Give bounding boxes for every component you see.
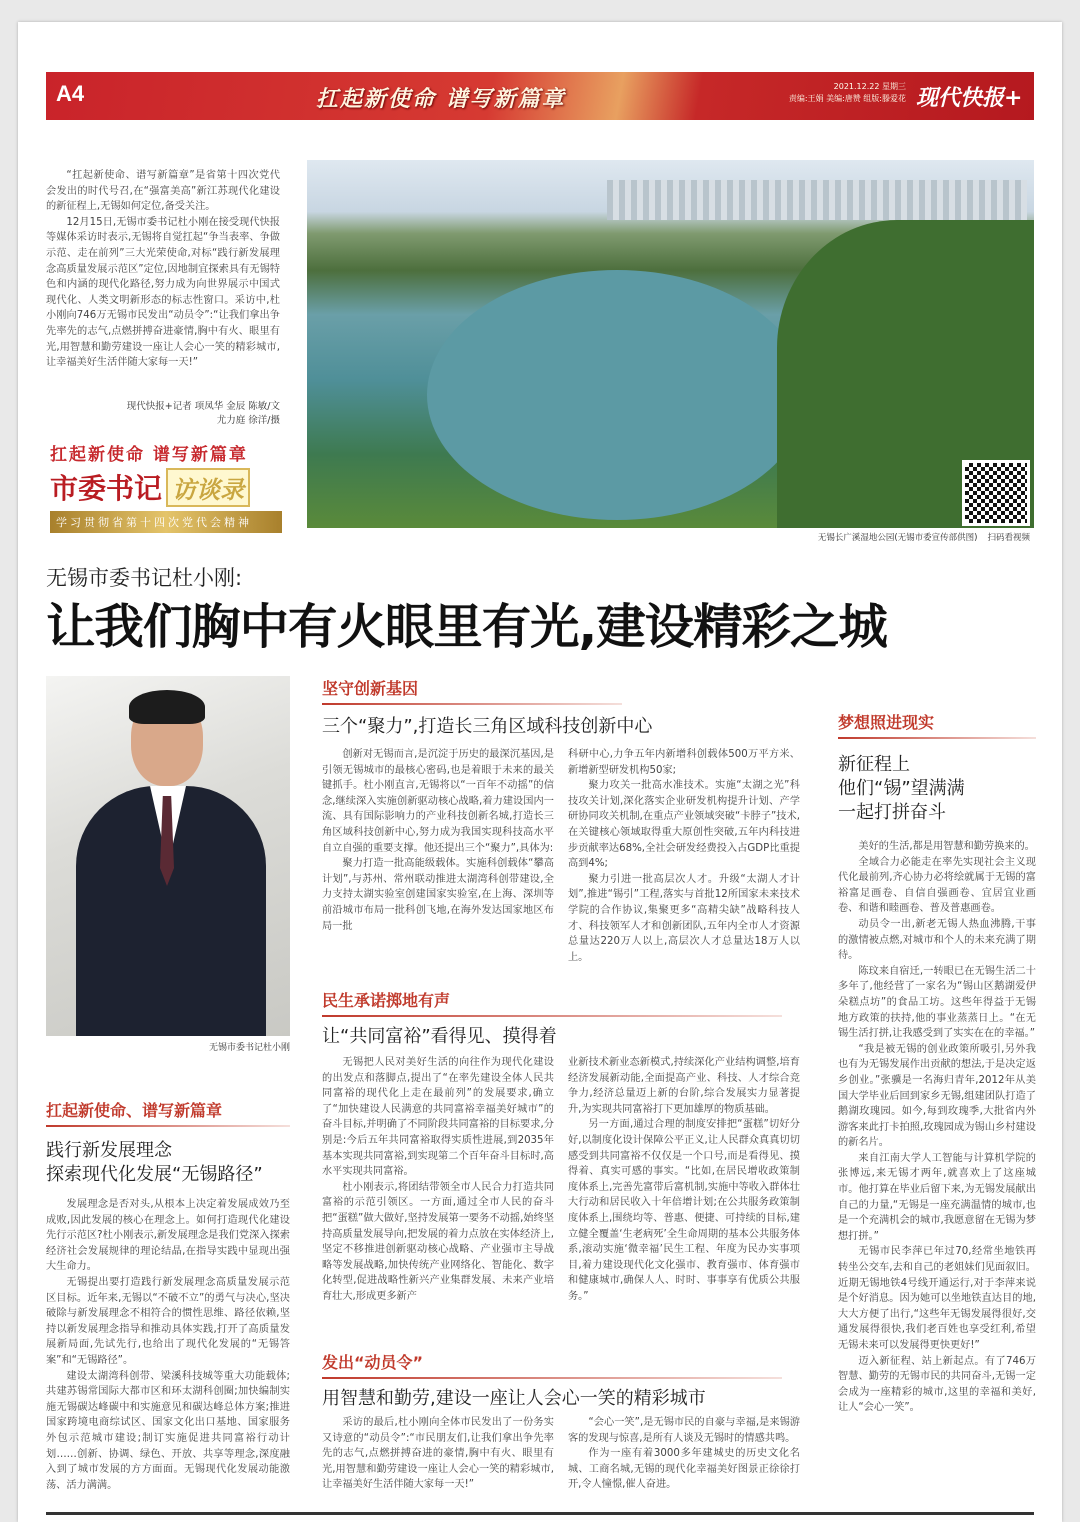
title-line: 践行新发展理念 xyxy=(46,1140,172,1161)
byline-text: 现代快报+记者 项凤华 金辰 陈敏/文 xyxy=(126,401,280,412)
section-common-prosperity xyxy=(322,988,800,1305)
column-logo xyxy=(50,440,282,530)
intro-text xyxy=(46,168,280,371)
paragraph: 无锡提出要打造践行新发展理念高质量发展示范区目标。近年来,无锡以“不破不立”的勇气与决心,坚决破除与新发展理念不相符合的惯性思维、路径依赖,坚持以新发展理念指导和推动具体实践,打开了高质量发展新局面,先试先行,也给出了现代化发展的“无锡答案”和“无锡路径”。 xyxy=(46,1276,290,1366)
paragraph: 聚力打造一批高能级载体。实施科创载体“攀高计划”,与苏州、常州联动推进太湖湾科创带建设,全力支持太湖实验室创建国家实验室,在上海、深圳等前沿城市布局一批科创飞地,在海外发达国家地区布局一批 xyxy=(322,858,554,932)
section-innovation xyxy=(322,676,800,965)
section-label: 发出“动员令” xyxy=(322,1350,782,1379)
title-line: 探索现代化发展“无锡路径” xyxy=(46,1164,263,1185)
paragraph: 动员令一出,新老无锡人热血沸腾,干事的激情被点燃,对城市和个人的未来充满了期待。 xyxy=(838,918,1036,962)
paragraph: 作为一座有着3000多年建城史的历史文化名城、工商名城,无锡的现代化幸福美好图景正徐徐打开,令人憧憬,催人奋进。 xyxy=(568,1448,800,1491)
section-label: 扛起新使命、谱写新篇章 xyxy=(46,1098,290,1127)
right-article xyxy=(838,710,1036,1416)
paragraph: “会心一笑”,是无锡市民的自豪与幸福,是来锡游客的发现与惊喜,是所有人谈及无锡时的情感共鸣。 xyxy=(568,1417,800,1444)
section-label: 坚守创新基因 xyxy=(322,676,622,705)
qr-code[interactable] xyxy=(962,460,1030,526)
page-number: A4 xyxy=(56,81,85,106)
intro-paragraph: “扛起新使命、谱写新篇章”是省第十四次党代会发出的时代号召,在“强富美高”新江苏现代化建设的新征程上,无锡如何定位,备受关注。 xyxy=(46,170,280,213)
logo-title: 市委书记 xyxy=(50,472,163,505)
bottom-rule xyxy=(46,1512,1034,1515)
paragraph: 建设太湖湾科创带、梁溪科技城等重大功能载体;共建苏锡常国际大都市区和环太湖科创圈;加快编制实施无锡碳达峰碳中和实施意见和碳达峰总体方案;推进国家跨境电商综试区、国家文化出口基地、国家服务外包示范城市建设;制订实施促进共同富裕行动计划……创新、协调、绿色、开放、共享等理念,深度融入到了城市发展的方方面面。无锡现代化发展动能激荡、活力满满。 xyxy=(46,1370,290,1491)
intro-paragraph: 12月15日,无锡市委书记杜小刚在接受现代快报等媒体采访时表示,无锡将自觉扛起“争当表率、争做示范、走在前列”三大光荣使命,对标“践行新发展理念高质量发展示范区”定位,因地制宜探索具有无锡特色和内涵的现代化路径,努力成为向世界展示中国式现代化、人类文明新形态的标志性窗口。采访中,杜小刚向746万无锡市民发出“动员令”:“让我们拿出争先率先的志气,点燃拼搏奋进豪情,胸中有火、眼里有光,用智慧和勤劳建设一座让人会心一笑的精彩城市,让幸福美好生活伴随大家每一天!” xyxy=(46,216,280,369)
caption-text: 无锡长广溪湿地公园(无锡市委宣传部供图) xyxy=(817,533,978,543)
logo-line2 xyxy=(50,467,282,507)
section-title: 让“共同富裕”看得见、摸得着 xyxy=(322,1026,557,1047)
paragraph: 杜小刚表示,将团结带领全市人民合力打造共同富裕的示范引领区。一方面,通过全市人民的奋斗把“蛋糕”做大做好,坚持发展第一要务不动摇,始终坚持高质量发展导向,把发展的着力点放在实体经济上,坚定不移推进创新驱动核心战略、产业强市主导战略等发展战略,加快传统产业网络化、智能化、数字化转型,促进战略性新兴产业集群发展、未来产业培育壮大,形成更多新产 xyxy=(322,1181,554,1302)
paragraph: 业新技术新业态新模式,持续深化产业结构调整,培育经济发展新动能,全面提高产业、科技、人才综合竞争力,经济总量迈上新的台阶,综合发展实力显著提升,为实现共同富裕打下更加雄厚的物质基础。 xyxy=(568,1057,800,1115)
title-line: 一起打拼奋斗 xyxy=(838,802,946,823)
brand-logo: 现代快报+ xyxy=(916,85,1023,111)
byline-photo: 尤力庭 徐洋/摄 xyxy=(216,415,280,426)
paragraph: 无锡把人民对美好生活的向往作为现代化建设的出发点和落脚点,提出了“在率先建设全体人民共同富裕的现代化上走在最前列”的发展要求,确立了“加快建设人民满意的共同富裕幸福美好城市”的奋斗目标,并明确了不同阶段共同富裕的目标要求,分别是:今后五年共同富裕取得实质性进展,到2035年基本实现共同富裕,到实现第二个百年奋斗目标时,高水平实现共同富裕。 xyxy=(322,1057,554,1178)
portrait-caption: 无锡市委书记杜小刚 xyxy=(208,1043,290,1053)
title-line: 他们“锡”望满满 xyxy=(838,778,965,799)
portrait-photo xyxy=(46,676,290,1036)
byline xyxy=(60,400,280,428)
section-title: 三个“聚力”,打造长三角区域科技创新中心 xyxy=(322,716,653,737)
page-banner xyxy=(46,72,1034,120)
article-title xyxy=(838,753,1036,825)
section-label: 民生承诺掷地有声 xyxy=(322,988,782,1017)
issue-date: 2021.12.22 星期三 xyxy=(833,82,906,91)
paragraph: “我是被无锡的创业政策所吸引,另外我也有为无锡发展作出贡献的想法,于是决定返乡创业。”张骥是一名海归青年,2012年从美国大学毕业后回到家乡无锡,组建团队打造了鹅湖玫瑰园。如今,每到玫瑰季,大批省内外游客来此打卡拍照,玫瑰园成为锡山乡村建设的新名片。 xyxy=(838,1043,1036,1149)
paragraph: 创新对无锡而言,是沉淀于历史的最深沉基因,是引领无锡城市的最核心密码,也是着眼于未来的最关键抓手。杜小刚直言,无锡将以“一百年不动摇”的信念,继续深入实施创新驱动核心战略,着力建设国内一流、具有国际影响力的产业科技创新名城,打造长三角区域科技创新中心,努力成为我国实现科技高水平自立自强的重要支撑。他还提出三个“聚力”,具体为: xyxy=(322,749,554,854)
editors: 责编:王娟 美编:唐赞 组版:滕爱花 xyxy=(788,94,906,103)
logo-line1: 扛起新使命 谱写新篇章 xyxy=(50,445,248,465)
banner-meta xyxy=(786,81,906,105)
article-title xyxy=(46,1139,290,1187)
paragraph: 美好的生活,都是用智慧和勤劳换来的。 xyxy=(858,841,1035,852)
section-label: 梦想照进现实 xyxy=(838,710,1036,739)
left-article xyxy=(46,1098,290,1493)
section-mobilization xyxy=(322,1350,800,1493)
main-headline: 让我们胸中有火眼里有光,建设精彩之城 xyxy=(46,599,887,655)
paragraph: 陈玟来自宿迁,一转眼已在无锡生活二十多年了,他经营了一家名为“锡山区鹅湖爱伊朵糕点坊”的食品工坊。这些年得益于无锡地方政策的扶持,他的事业蒸蒸日上。“在无锡生活打拼,让我感受到了实实在在的幸福。” xyxy=(838,965,1036,1040)
lake xyxy=(427,270,807,520)
section-title: 用智慧和勤劳,建设一座让人会心一笑的精彩城市 xyxy=(322,1388,706,1409)
skyline xyxy=(607,180,1027,220)
paragraph: 另一方面,通过合理的制度安排把“蛋糕”切好分好,以制度化设计保障公平正义,让人民群众真真切切感受到共同富裕不仅仅是一个口号,而是看得见、摸得着、真实可感的事实。“比如,在居民增收政策制度体系上,完善先富带后富机制,实施中等收入群体壮大行动和居民收入十年倍增计划;在公共服务政策制度体系上,围绕均等、普惠、便捷、可持续的目标,建立健全覆盖‘生老病死’全生命周期的基本公共服务体系,滚动实施‘微幸福’民生工程、年度为民办实事项目,着力建设现代化文化强市、教育强市、体育强市和健康城市,确保人人、时时、事事享有优质公共服务。” xyxy=(568,1119,800,1302)
paragraph: 迈入新征程、站上新起点。有了746万智慧、勤劳的无锡市民的共同奋斗,无锡一定会成为一座精彩的城市,这里的幸福和美好,让人“会心一笑”。 xyxy=(838,1355,1036,1414)
title-line: 新征程上 xyxy=(838,754,910,775)
qr-label: 扫码看视频 xyxy=(987,533,1030,543)
paragraph: 全域合力必能走在率先实现社会主义现代化最前列,齐心协力必将绘就属于无锡的富裕富足画卷、自信自强画卷、宜居宜业画卷、和谐和睦画卷、普及普惠画卷。 xyxy=(838,856,1036,915)
logo-badge: 访谈录 xyxy=(166,468,250,507)
paragraph: 无锡市民李萍已年过70,经常坐地铁再转坐公交车,去和自己的老姐妹们见面叙旧。近期无锡地铁4号线开通运行,对于李萍来说是个好消息。因为她可以坐地铁直达目的地,大大方便了出行,“这些年无锡发展得很好,交通发展得很快,我们老百姓也享受红利,希望无锡未来可以发展得更快更好!” xyxy=(838,1246,1036,1351)
paragraph: 采访的最后,杜小刚向全体市民发出了一份务实又诗意的“动员令”:“市民朋友们,让我们拿出争先率先的志气,点燃拼搏奋进的豪情,胸中有火、眼里有光,用智慧和勤劳建设一座让人会心一笑的精彩城市,让幸福美好生活伴随大家每一天!” xyxy=(322,1417,554,1491)
logo-line3: 学习贯彻省第十四次党代会精神 xyxy=(50,511,282,533)
paragraph: 聚力引进一批高层次人才。升级“太湖人才计划”,推进“锡引”工程,落实与首批12所国家未来技术学院的合作协议,集聚更多“高精尖缺”战略科技人才、科技领军人才和创新团队,五年内全市人才资源总量达220万人以上,高层次人才总量达18万人以上。 xyxy=(568,873,800,963)
banner-slogan: 扛起新使命 谱写新篇章 xyxy=(316,86,566,112)
paragraph: 发展理念是否对头,从根本上决定着发展成效乃至成败,因此发展的核心在理念上。如何打造现代化建设先行示范区?杜小刚表示,新发展理念是我们党深入探索经济社会发展规律的理论结晶,在指导实践中显现出强大生命力。 xyxy=(46,1199,290,1273)
headline-kicker: 无锡市委书记杜小刚: xyxy=(46,566,243,590)
lake-aerial-photo xyxy=(307,160,1034,528)
paragraph: 聚力攻关一批高水准技术。实施“太湖之光”科技攻关计划,深化落实企业研发机构提升计划、产学研协同攻关机制,在重点产业领域突破“卡脖子”技术,在关键核心领域取得重大原创性突破,五年内科技进步贡献率达68%,全社会研发经费投入占GDP比重提高到4%; xyxy=(568,780,800,870)
photo-caption xyxy=(740,531,1030,543)
paragraph: 来自江南大学人工智能与计算机学院的张博远,来无锡才两年,就喜欢上了这座城市。他打算在毕业后留下来,为无锡发展献出自己的力量,“无锡是一座充满温情的城市,也是一个充满机会的城市,我愿意留在无锡为梦想打拼。” xyxy=(838,1152,1036,1242)
paragraph: 科研中心,力争五年内新增科创载体500万平方米、新增新型研发机构50家; xyxy=(568,749,800,776)
